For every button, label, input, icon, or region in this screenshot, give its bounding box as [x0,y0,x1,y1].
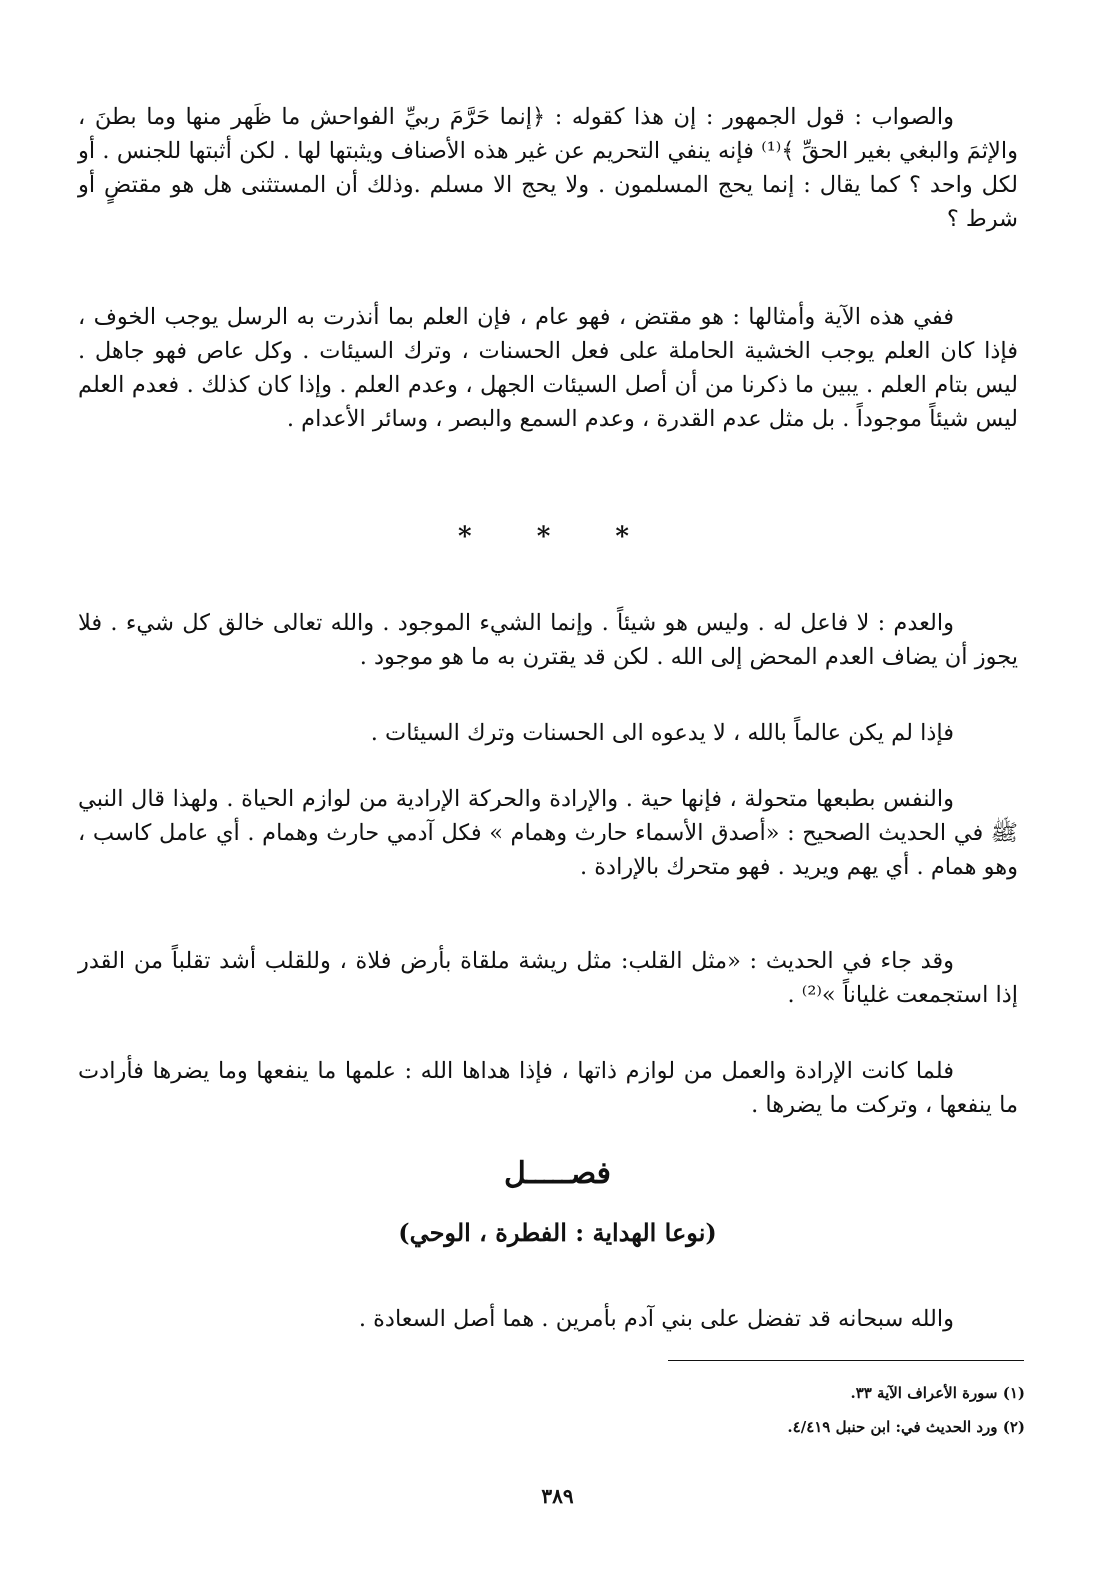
footnote-1: (١) سورة الأعراف الآية ٣٣. [850,1384,1025,1402]
paragraph-ayah-amthaluha: ففي هذه الآية وأمثالها : هو مقتض ، فهو عام ، فإن العلم بما أنذرت به الرسل يوجب الخوف ، فإذا كان العلم يوجب الخشية الحاملة على فعل الحسنات ، وترك السيئات . وكل عاص فهو جاهل . ليس بتام العلم . يبين ما ذكرنا من أن أصل السيئات الجهل ، وعدم العلم . وإذا كان كذلك . فعدم العلم ليس شيئاً موجوداً . بل مثل عدم القدرة ، وعدم السمع والبصر ، وسائر الأعدام . [78,304,1018,432]
paragraph-block-8 [78,1302,1018,1336]
paragraph-block-3 [78,606,1018,674]
footnote-2: (٢) ورد الحديث في: ابن حنبل ٤/٤١٩. [787,1418,1025,1436]
paragraph-alim-billah: فإذا لم يكن عالماً بالله ، لا يدعوه الى الحسنات وترك السيئات . [370,720,954,746]
section-heading: فصـــــل [503,1156,612,1191]
page-number: ٣٨٩ [541,1484,574,1508]
paragraph-block-2 [78,300,1018,436]
paragraph-irada: فلما كانت الإرادة والعمل من لوازم ذاتها ، فإذا هداها الله : علمها ما ينفعها وما يضرها فأرادت ما ينفعها ، وتركت ما يضرها . [78,1058,1018,1118]
paragraph-block-4 [78,716,1018,750]
paragraph-nafs: والنفس بطبعها متحولة ، فإنها حية . والإرادة والحركة الإرادية من لوازم الحياة . ولهذا قال النبي ﷺ في الحديث الصحيح : «أصدق الأسماء حارث وهمام » فكل آدمي حارث وهمام . أي عامل كاسب ، وهو همام . أي يهم ويريد . فهو متحرك بالإرادة . [78,786,1018,880]
footnote-divider [668,1360,1024,1361]
section-separator-stars: * * * [458,522,657,552]
section-subheading: (نوعا الهداية : الفطرة ، الوحي) [398,1218,717,1247]
footnotes [425,1376,1025,1444]
paragraph-adam: والعدم : لا فاعل له . وليس هو شيئاً . وإنما الشيء الموجود . والله تعالى خالق كل شيء . فلا يجوز أن يضاف العدم المحض إلى الله . لكن قد يقترن به ما هو موجود . [78,610,1018,670]
paragraph-block-6 [78,944,1018,1012]
paragraph-hadith-qalb: وقد جاء في الحديث : «مثل القلب: مثل ريشة ملقاة بأرض فلاة ، وللقلب أشد تقلباً من القدر إذا استجمعت غلياناً »⁽²⁾ . [78,948,1018,1008]
paragraph-block-5 [78,782,1018,884]
paragraph-amrayn: والله سبحانه قد تفضل على بني آدم بأمرين . هما أصل السعادة . [358,1306,954,1332]
paragraph-block-1 [78,100,1018,236]
paragraph-sawab: والصواب : قول الجمهور : إن هذا كقوله : ﴿إنما حَرَّمَ ربيِّ الفواحش ما ظَهر منها وما بطنَ ، والإثمَ والبغي بغير الحقِّ ﴾⁽¹⁾ فإنه ينفي التحريم عن غير هذه الأصناف ويثبتها لها . لكن أثبتها للجنس . أو لكل واحد ؟ كما يقال : إنما يحج المسلمون . ولا يحج الا مسلم .وذلك أن المستثنى هل هو مقتضٍ أو شرط ؟ [78,104,1018,232]
paragraph-block-7 [78,1054,1018,1122]
